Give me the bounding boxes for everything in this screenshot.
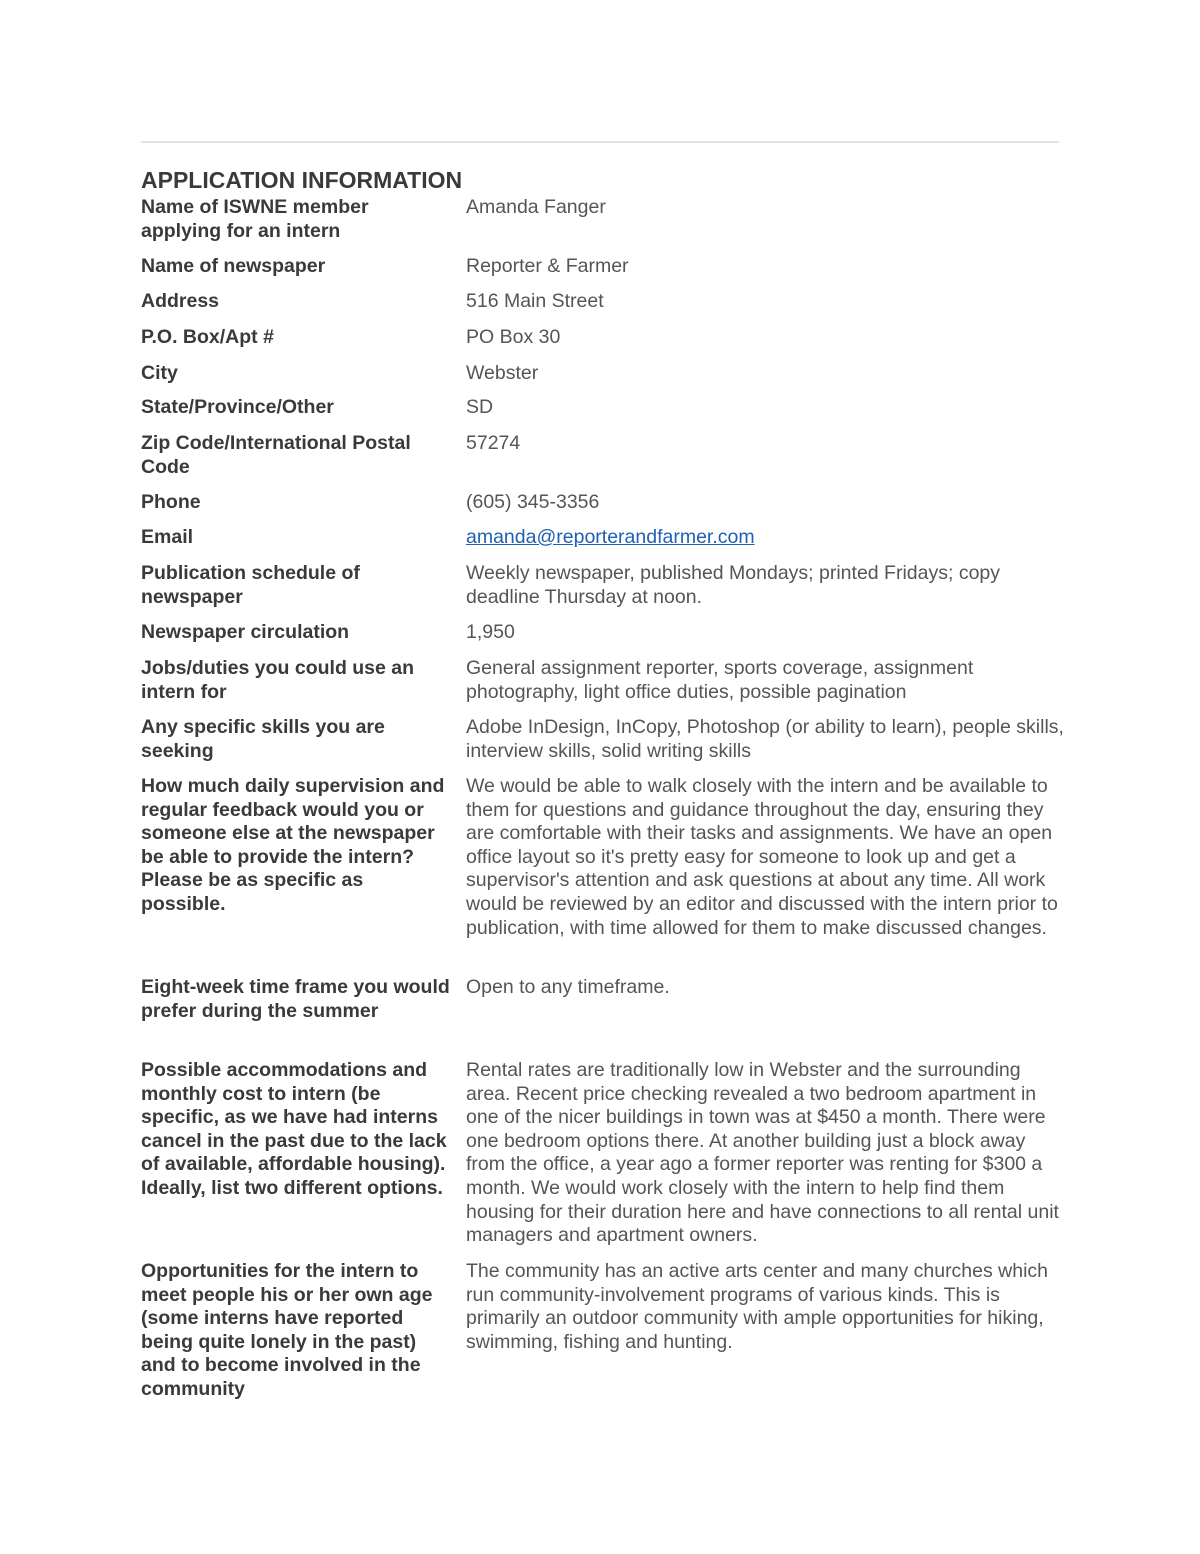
field-value: SD [466,396,494,418]
field-value: 1,950 [466,621,515,643]
field-label: Phone [141,491,201,513]
field-value: Weekly newspaper, published Mondays; printed Fridays; copy deadline Thursday at noon. [466,562,1001,608]
field-label: Any specific skills you are seeking [141,716,385,762]
top-divider [141,141,1059,143]
field-value: PO Box 30 [466,326,561,348]
field-label: Jobs/duties you could use an intern for [141,657,415,703]
section-heading: APPLICATION INFORMATION [141,167,463,193]
field-value: The community has an active arts center and many churches which run community-involvement programs of various kinds. This is primarily an outdoor community with ample opportunities for hiking, swimming, fishing and hunting. [466,1260,1049,1353]
field-label: Address [141,290,220,312]
field-label: State/Province/Other [141,396,334,418]
field-value: Rental rates are traditionally low in Webster and the surrounding area. Recent price checking revealed a two bedroom apartment in one of the nicer buildings in town was at $450 a month. There were one bedroom options there. At another building just a block away from the office, a year ago a former reporter was renting for $300 a month. We would work closely with the intern to help find them housing for their duration here and have connections to all rental unit managers and apartment owners. [466,1059,1059,1247]
field-value: (605) 345-3356 [466,491,600,513]
field-label: P.O. Box/Apt # [141,326,274,348]
field-value: Open to any timeframe. [466,976,670,998]
field-value: General assignment reporter, sports coverage, assignment photography, light office duties, possible pagination [466,657,974,703]
field-label: City [141,362,178,384]
field-label: Newspaper circulation [141,621,350,643]
field-label: How much daily supervision and regular feedback would you or someone else at the newspaper be able to provide the intern? Please be as specific as possible. [141,775,445,915]
field-label: Name of ISWNE member applying for an intern [141,196,369,242]
field-value: We would be able to walk closely with the intern and be available to them for questions and guidance throughout the day, ensuring they are comfortable with their tasks and assignments. We have an open office layout so it's pretty easy for someone to look up and get a supervisor's attention and ask questions at about any time. All work would be reviewed by an editor and discussed with the intern prior to publication, with time allowed for them to make discussed changes. [466,775,1058,939]
field-label: Zip Code/International Postal Code [141,432,411,478]
field-value: Adobe InDesign, InCopy, Photoshop (or ability to learn), people skills, interview skills, solid writing skills [466,716,1064,762]
field-value: Reporter & Farmer [466,255,629,277]
email-link[interactable]: amanda@reporterandfarmer.com [466,526,755,548]
field-value: 516 Main Street [466,290,604,312]
field-label: Eight-week time frame you would prefer during the summer [141,976,450,1022]
field-label: Possible accommodations and monthly cost to intern (be specific, as we have had interns cancel in the past due to the lack of available, affordable housing). Ideally, list two different options. [141,1059,447,1199]
field-label: Publication schedule of newspaper [141,562,360,608]
field-value: Amanda Fanger [466,196,606,218]
field-value: Webster [466,362,539,384]
field-value: 57274 [466,432,521,454]
field-label: Name of newspaper [141,255,326,277]
field-value [466,526,1066,550]
field-label: Email [141,526,194,548]
field-label: Opportunities for the intern to meet people his or her own age (some interns have reported being quite lonely in the past) and to become involved in the community [141,1260,433,1400]
